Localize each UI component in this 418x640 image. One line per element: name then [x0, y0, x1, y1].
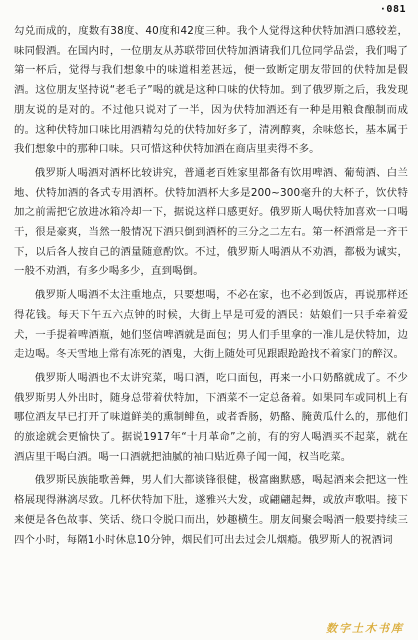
page-body: [14, 22, 408, 550]
watermark-logo: 数字土木书库: [326, 622, 404, 635]
paragraph-drinking-places: 俄罗斯人喝酒不太注重地点，只要想喝，不必在家，也不必到饭店，再说那样还得花钱。每天下午五六点钟的时候，大街上早是可爱的酒民：姑娘们一只手牵着爱犬，一手提着啤酒瓶，她们竖信啤酒就是面包；男人们手里拿的一准儿是伏特加，边走边喝。冬天雪地上常有冻死的酒鬼，大街上随处可见跟跟跄跄找不着家门的醉汉。: [14, 289, 408, 361]
page-number: ·081: [379, 4, 406, 15]
paragraph-drinking-culture: 俄罗斯民族能歌善舞，男人们大都谈锋很健，极富幽默感，喝起酒来会把这一性格展现得淋漓尽致。几杯伏特加下肚，遂雅兴大发，或翩翩起舞，或放声歌唱。接下来便是各色故事、笑话、绕口令脱口而出，妙趣横生。朋友间聚会喝酒一般要持续三四个小时，每隔1小时休息10分钟，烟民们可出去过会儿烟瘾。俄罗斯人的祝酒词: [14, 474, 408, 546]
paragraph-wine-glasses: 俄罗斯人喝酒对酒杯比较讲究，普通老百姓家里都备有饮用啤酒、葡萄酒、白兰地、伏特加酒的各式专用酒杯。伏特加酒杯大多是200~300毫升的大杯子，饮伏特加之前需把它放进冰箱冷却一下，据说这样口感更好。俄罗斯人喝伏特加喜欢一口喝干，很是豪爽，当然一般情况下酒只倒到酒杯的三分之二左右。第一杯酒常是一齐干下，以后各人按自己的酒量随意酌饮。不过，俄罗斯人喝酒从不劝酒，都极为诚实，一般不劝酒，有多少喝多少，直到喝倒。: [14, 166, 408, 278]
paragraph-continued: 勾兑而成的，度数有38度、40度和42度三种。我个人觉得这种伏特加酒口感较差，味同假酒。在国内时，一位朋友从苏联带回伏特加酒请我们几位同学品尝，我们喝了第一杯后，觉得与我们想象中的味道相差甚远，便一致断定朋友带回的伏特加是假酒。这位朋友坚持说“老毛子”喝的就是这种口味的伏特加。到了俄罗斯之后，我发现朋友说的是对的。不过他只说对了一半，因为伏特加酒还有一种是用粮食酿制而成的。这种伏特加口味比用酒精勾兑的伏特加好多了，清冽醇爽，余味悠长，基本属于我们想象中的那种口味。只可惜这种伏特加酒在商店里卖得不多。: [14, 25, 408, 156]
paragraph-drinking-food: 俄罗斯人喝酒也不太讲究菜，喝口酒，吃口面包，再来一小口奶酪就成了。不少俄罗斯男人外出时，随身总带着伏特加，下酒菜不一定总备着。如果同车或同机上有哪位酒友早已打开了味道鲜美的熏制鲱鱼，或者香肠，奶酪、腌黄瓜什么的，那他们的旅途就会更愉快了。据说1917年“十月革命”之前，有的穷人喝酒买不起菜，就在酒店里干喝白酒。喝一口酒就把油腻的袖口贴近鼻子闻一闻，权当吃菜。: [14, 371, 408, 463]
